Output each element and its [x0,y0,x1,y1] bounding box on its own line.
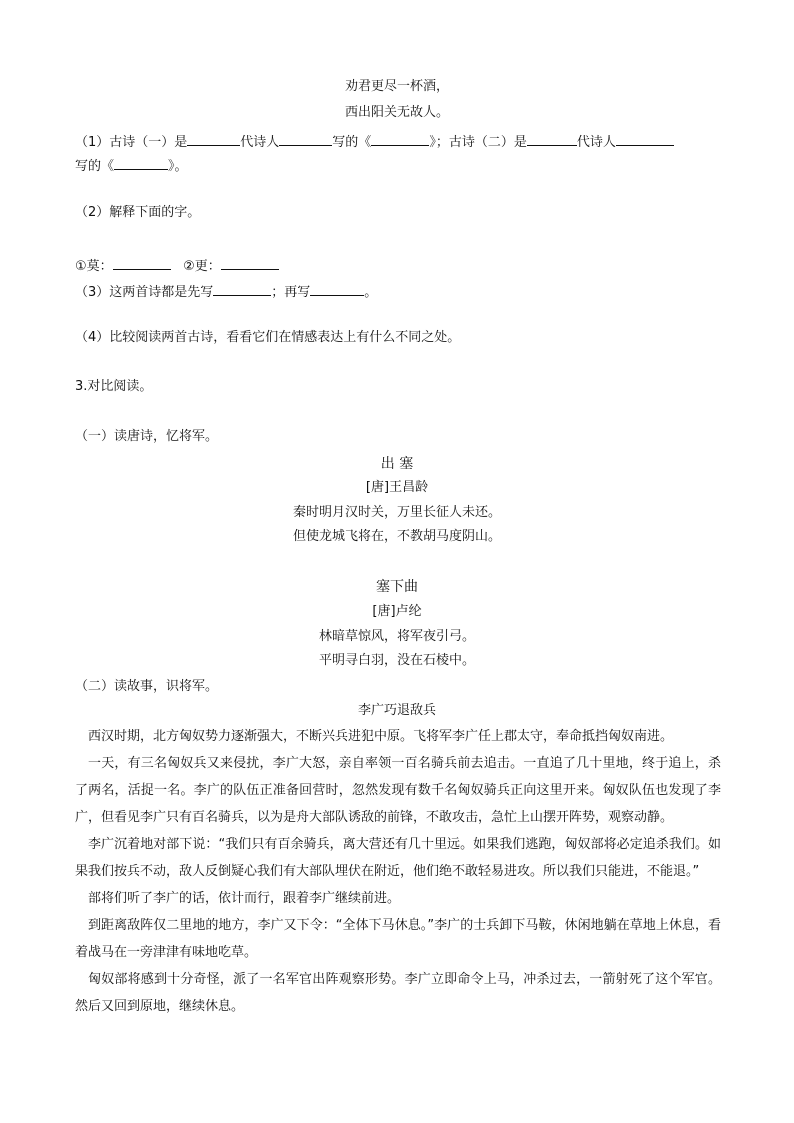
story-paragraph: 部将们听了李广的话，依计而行，跟着李广继续前进。 [88,891,401,906]
answer-blank[interactable] [221,255,279,270]
part-heading: （一）读唐诗，忆将军。 [75,429,219,444]
poem-line: 秦时明月汉时关，万里长征人未还。 [292,505,501,520]
poem-line: 平明寻白羽，没在石棱中。 [318,653,475,668]
question-3 [75,281,377,302]
answer-blank[interactable] [527,131,577,146]
question-1-line-2 [75,155,188,176]
story-title: 李广巧退敌兵 [357,703,436,718]
question-text: （3）这两首诗都是先写 [75,285,214,300]
question-2-answers [75,255,279,276]
answer-blank[interactable] [213,281,271,296]
answer-blank[interactable] [310,281,364,296]
answer-blank[interactable] [279,131,332,146]
poem-line: 但使龙城飞将在，不教胡马度阴山。 [292,529,501,544]
question-2: （2）解释下面的字。 [75,205,201,220]
answer-blank[interactable] [371,131,429,146]
question-text: 。 [364,285,378,300]
poem-title: 塞下曲 [376,579,418,595]
section-title: 3.对比阅读。 [75,379,153,394]
poem-title: 出 塞 [380,456,414,472]
question-text: ；再写 [271,285,311,300]
answer-blank[interactable] [616,131,674,146]
question-text: （1）古诗（一）是 [75,135,188,150]
question-text: ①莫： [75,259,113,274]
part-heading: （二）读故事，识将军。 [75,679,219,694]
answer-blank[interactable] [187,131,240,146]
poem-line: 林暗草惊风，将军夜引弓。 [318,629,475,644]
poem-line: 劝君更尽一杯酒， [344,79,449,94]
story-paragraph: 李广沉着地对部下说：“我们只有百余骑兵，离大营还有几十里远。如果我们逃跑，匈奴部将必定追杀我们。如果我们按兵不动，敌人反倒疑心我们有大部队埋伏在附近，他们绝不敢轻易进攻。所以我们只能进，不能退。” [75,837,721,879]
question-text: 写的《 [332,135,372,150]
question-text: 代诗人 [576,135,616,150]
question-text: 代诗人 [240,135,280,150]
poem-author: [唐]王昌龄 [365,480,429,495]
question-1-line-1 [75,131,674,152]
question-4: （4）比较阅读两首古诗，看看它们在情感表达上有什么不同之处。 [75,330,461,345]
question-text: ②更： [183,259,221,274]
story-paragraph: 一天，有三名匈奴兵又来侵扰，李广大怒，亲自率领一百名骑兵前去追击。一直追了几十里地，终于追上，杀了两名，活捉一名。李广的队伍正准备回营时，忽然发现有数千名匈奴骑兵正向这里开来。匈奴队伍也发现了李广，但看见李广只有百名骑兵，以为是舟大部队诱敌的前锋，不敢攻击，急忙上山摆开阵势，观察动静。 [75,756,721,825]
poem-author: [唐]卢纶 [372,604,422,619]
question-text: 》；古诗（二）是 [429,135,527,150]
poem-line: 西出阳关无故人。 [344,105,449,120]
story-paragraph: 到距离敌阵仅二里地的地方，李广又下令：“全体下马休息。”李广的士兵卸下马鞍，休闲地躺在草地上休息，看着战马在一旁津津有味地吃草。 [75,918,721,960]
question-text: 写的《 [75,159,115,174]
story-paragraph: 西汉时期，北方匈奴势力逐渐强大，不断兴兵进犯中原。飞将军李广任上郡太守，奉命抵挡匈奴南进。 [88,729,674,744]
story-paragraph: 匈奴部将感到十分奇怪，派了一名军官出阵观察形势。李广立即命令上马，冲杀过去，一箭射死了这个军官。然后又回到原地，继续休息。 [75,972,721,1014]
answer-blank[interactable] [114,155,168,170]
story-body [75,723,721,1020]
question-text: 》。 [168,159,188,174]
answer-blank[interactable] [113,255,171,270]
